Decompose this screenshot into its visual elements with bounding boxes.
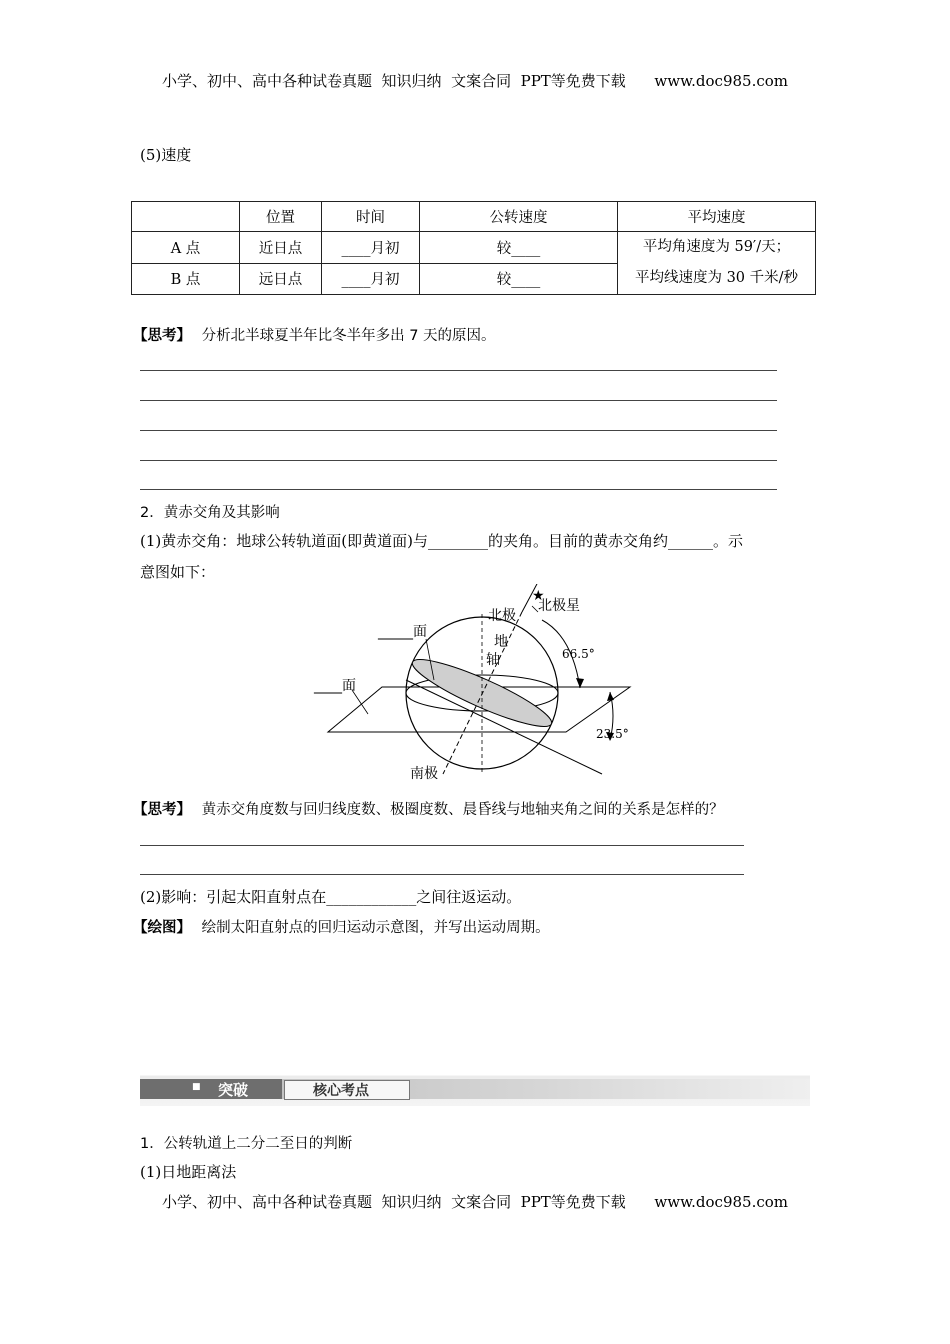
think-question-1 [133,324,496,345]
influence-text: (2)影响：引起太阳直射点在____________之间往返运动。 [140,888,522,906]
section-1-title: 1．公转轨道上二分二至日的判断 [140,1136,353,1152]
banner-tab2-label: 核心考点 [313,1083,369,1099]
answer-line [140,489,777,490]
banner-tab1-label: 突破 [218,1081,249,1099]
angle-23-label: 23.5° [596,727,629,741]
north-star-label: 北极星 [538,598,580,614]
table-header-cell: 平均速度 [618,202,816,232]
time-cell: ____月初 [322,232,420,264]
paragraph-line-1: (1)黄赤交角：地球公转轨道面(即黄道面)与________的夹角。目前的黄赤交角约______。示 [140,532,743,550]
avg-linear: 平均线速度为 30 千米/秒 [634,270,799,286]
think-tag: 【思考】 [133,802,191,818]
position-cell: 远日点 [240,263,322,295]
square-bullet-icon: ■ [192,1082,201,1092]
plane-label-left: ____面 [314,678,356,694]
plane-label-top: _____面 [378,624,427,640]
answer-line [140,845,744,846]
table-header-cell: 时间 [322,202,420,232]
section-banner [140,1057,810,1106]
page-footer: 小学、初中、高中各种试卷真题 知识归纳 文案合同 PPT等免费下载 www.doc985.com [162,1193,789,1211]
think-question-2 [133,798,724,819]
section-5-title: (5)速度 [140,146,192,164]
position-cell: 近日点 [240,232,322,264]
obliquity-diagram [310,584,642,782]
south-pole-label: 南极 [410,766,438,782]
think-tag: 【思考】 [133,328,191,344]
subsection-title: (1)日地距离法 [140,1163,237,1181]
table-header-cell [132,202,240,232]
north-pole-label: 北极 [488,608,516,624]
speed-cell: 较____ [420,263,618,295]
table-header-cell: 公转速度 [420,202,618,232]
axis-label-2: 轴 [486,652,500,668]
answer-line [140,430,777,431]
answer-line [140,874,744,875]
table-header-row [132,202,816,232]
draw-task [133,916,550,937]
speed-cell: 较____ [420,232,618,264]
page-header: 小学、初中、高中各种试卷真题 知识归纳 文案合同 PPT等免费下载 www.doc985.com [162,72,789,90]
answer-line [140,460,777,461]
think-text: 黄赤交角度数与回归线度数、极圈度数、晨昏线与地轴夹角之间的关系是怎样的？ [201,802,724,818]
arrow-icon [607,692,614,701]
draw-text: 绘制太阳直射点的回归运动示意图，并写出运动周期。 [201,920,550,936]
speed-table [131,201,816,295]
answer-line [140,370,777,371]
north-star-icon: ★ [532,588,545,604]
banner-tab-breakthrough [140,1079,282,1099]
answer-line [140,400,777,401]
avg-angular: 平均角速度为 59′/天； [642,239,791,255]
table-header-cell: 位置 [240,202,322,232]
draw-tag: 【绘图】 [133,920,191,936]
think-text: 分析北半球夏半年比冬半年多出 7 天的原因。 [201,328,496,344]
avg-speed-cell [618,232,816,295]
table-row [132,232,816,264]
angle-66-label: 66.5° [562,647,595,661]
row-label: A 点 [132,232,240,264]
axis-label-1: 地 [494,634,508,650]
time-cell: ____月初 [322,263,420,295]
row-label: B 点 [132,263,240,295]
section-2-title: 2．黄赤交角及其影响 [140,505,280,521]
banner-tab-core [284,1080,410,1100]
paragraph-line-2: 意图如下： [140,563,216,581]
